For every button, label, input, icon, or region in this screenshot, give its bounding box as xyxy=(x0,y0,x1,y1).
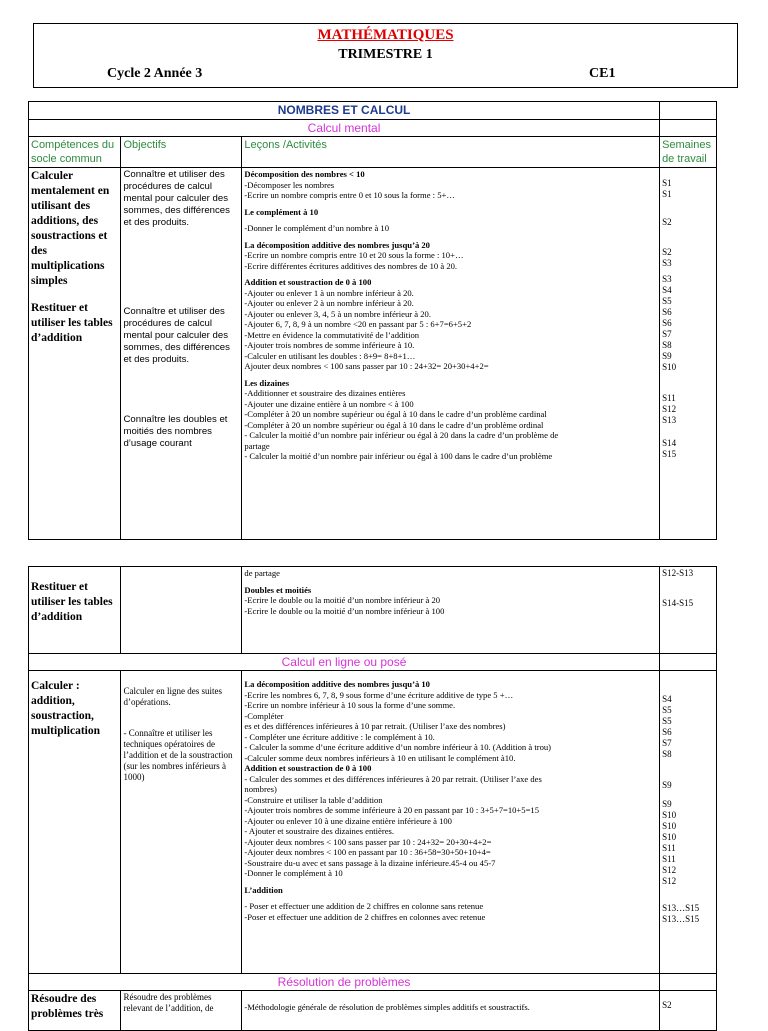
week-label: S6 xyxy=(662,727,672,737)
week-label: S2 xyxy=(662,247,672,257)
lesson-line: -Ajouter trois nombres de somme inférieure à 10. xyxy=(244,340,415,350)
week-label: S13…S15 xyxy=(662,914,700,924)
week-label: S5 xyxy=(662,716,672,726)
week-label: S11 xyxy=(662,854,676,864)
week-label: S12 xyxy=(662,876,677,886)
lesson-line: -Calculer somme deux nombres inférieurs à 10 en utilisant le complément à10. xyxy=(244,752,516,763)
objectif-item: Calculer en ligne des suites d’opérations. xyxy=(123,686,222,707)
lesson-line: -Donner le complément d’un nombre à 10 xyxy=(244,223,390,233)
lesson-line: -Méthodologie générale de résolution de problèmes simples additifs et soustractifs. xyxy=(244,1002,530,1012)
lesson-title: Addition et soustraction de 0 à 100 xyxy=(244,763,372,773)
term-title: TRIMESTRE 1 xyxy=(338,47,433,62)
competence-item: Restituer et utiliser les tables d’addition xyxy=(31,581,113,623)
competence-item: Restituer et utiliser les tables d’addition xyxy=(31,302,113,344)
objectif-item: - Connaître et utiliser les techniques opératoires de l’addition et de la soustraction (sur les nombres inférieurs à 1000) xyxy=(123,728,233,782)
lesson-line: - Poser et effectuer une addition de 2 chiffres en colonne sans retenue xyxy=(244,901,484,911)
competence-cell xyxy=(29,671,121,974)
lesson-line: de partage xyxy=(244,568,280,578)
week-label: S9 xyxy=(662,780,672,790)
week-label: S12 xyxy=(662,865,677,875)
lesson-line: nombres) xyxy=(244,784,277,794)
lesson-title: Doubles et moitiés xyxy=(244,584,312,595)
week-label: S9 xyxy=(662,799,672,809)
weeks-cell xyxy=(660,567,717,654)
week-label: S2 xyxy=(662,1000,672,1010)
week-label: S14 xyxy=(662,438,677,448)
section-title: NOMBRES ET CALCUL xyxy=(29,102,660,120)
lesson-line: -Soustraire du-u avec et sans passage à la dizaine inférieure.45-4 ou 45-7 xyxy=(244,857,496,868)
lesson-line: - Calculer la moitié d’un nombre pair inférieur ou égal à 20 dans la cadre d’un problème de xyxy=(244,430,559,440)
competences-cell xyxy=(29,168,121,540)
week-label: S10 xyxy=(662,362,677,372)
objectif-item: Connaître les doubles et moitiés des nombres d’usage courant xyxy=(123,414,228,449)
lesson-line: -Ajouter ou enlever 1 à un nombre inférieur à 20. xyxy=(244,287,414,298)
programme-table-2 xyxy=(28,566,717,1031)
competence-cell xyxy=(29,567,121,654)
week-label: S12-S13 xyxy=(662,568,694,578)
week-label: S3 xyxy=(662,258,672,268)
lesson-line: -Ajouter ou enlever 3, 4, 5 à un nombre inférieur à 20. xyxy=(244,308,432,319)
week-label: S5 xyxy=(662,705,672,715)
lesson-line: -Additionner et soustraire des dizaines entières xyxy=(244,388,406,398)
lesson-line: -Ecrire le double ou la moitié d’un nombre inférieur à 100 xyxy=(244,605,445,616)
lesson-line: -Compléter xyxy=(244,710,284,721)
programme-table-1 xyxy=(28,101,717,540)
lesson-line: -Ajouter deux nombres < 100 en passant par 10 : 36+58=30+50+10+4= xyxy=(244,847,491,857)
lesson-line: -Ajouter ou enlever 2 à un nombre inférieur à 20. xyxy=(244,298,414,308)
week-label: S10 xyxy=(662,810,677,820)
week-label: S10 xyxy=(662,832,677,842)
lesson-title: Les dizaines xyxy=(244,377,290,388)
competence-item: Calculer : addition, soustraction, multiplication xyxy=(31,680,101,737)
competence-item: Calculer mentalement en utilisant des additions, des soustractions et des multiplications simples xyxy=(31,170,110,287)
lesson-line: Ajouter deux nombres < 100 sans passer par 10 : 24+32= 20+30+4+2= xyxy=(244,361,489,371)
lessons-cell xyxy=(242,991,660,1031)
week-label: S2 xyxy=(662,217,672,227)
lesson-line: -Ajouter 6, 7, 8, 9 à un nombre <20 en passant par 5 : 6+7=6+5+2 xyxy=(244,319,472,329)
week-label: S13…S15 xyxy=(662,903,700,913)
lesson-title: Le complément à 10 xyxy=(244,206,319,217)
objectif-item: Résoudre des problèmes relevant de l’addition, de xyxy=(123,992,214,1013)
lesson-line: - Compléter une écriture additive : le complément à 10. xyxy=(244,731,435,742)
week-label: S10 xyxy=(662,821,677,831)
weeks-cell xyxy=(660,168,717,540)
lesson-line: -Ecrire un nombre inférieur à 10 sous la forme d’une somme. xyxy=(244,700,456,710)
lesson-line: - Ajouter et soustraire des dizaines entières. xyxy=(244,826,395,836)
week-label: S15 xyxy=(662,449,677,459)
week-label: S8 xyxy=(662,749,672,759)
lessons-cell xyxy=(242,567,660,654)
week-label: S12 xyxy=(662,404,677,414)
week-label: S6 xyxy=(662,307,672,317)
lesson-line: es et des différences inférieures à 10 par retrait. (Utiliser l’axe des nombres) xyxy=(244,721,506,731)
week-label: S11 xyxy=(662,843,676,853)
week-label: S3 xyxy=(662,274,672,284)
objectif-item: Connaître et utiliser des procédures de calcul mental pour calculer des sommes, des différences et des produits. xyxy=(123,306,230,365)
objectif-item: Connaître et utiliser des procédures de calcul mental pour calculer des sommes, des différences et des produits. xyxy=(123,169,230,228)
week-label: S4 xyxy=(662,694,672,704)
weeks-cell xyxy=(660,991,717,1031)
subject-title: MATHÉMATIQUES xyxy=(317,27,454,43)
week-label: S7 xyxy=(662,738,672,748)
col-header-semaines: Semaines de travail xyxy=(660,137,717,168)
lesson-line: -Ecrire le double ou la moitié d’un nombre inférieur à 20 xyxy=(244,595,441,605)
lessons-cell xyxy=(242,168,660,540)
lesson-line: -Ajouter une dizaine entière à un nombre < à 100 xyxy=(244,398,414,409)
week-label: S14-S15 xyxy=(662,598,694,608)
lesson-line: partage xyxy=(244,440,270,451)
lesson-line: - Calculer des sommes et des différences inférieures à 20 par retrait. (Utiliser l’axe des xyxy=(244,773,542,784)
week-label: S1 xyxy=(662,178,672,188)
subsection-resolution-problemes: Résolution de problèmes xyxy=(29,974,660,991)
weeks-cell xyxy=(660,671,717,974)
lesson-line: -Donner le complément à 10 xyxy=(244,868,343,878)
week-label: S6 xyxy=(662,318,672,328)
level-label: CE1 xyxy=(589,66,616,81)
document-header xyxy=(33,23,738,88)
col-header-lecons: Leçons /Activités xyxy=(242,137,660,168)
lesson-line: -Compléter à 20 un nombre supérieur ou égal à 10 dans le cadre d’un problème cardinal xyxy=(244,409,547,419)
competence-item: Résoudre des problèmes très xyxy=(31,993,104,1020)
lesson-line: - Calculer la somme d’une écriture additive d’un nombre inférieur à 10. (Addition à trou) xyxy=(244,742,552,752)
lesson-line: -Construire et utiliser la table d’addition xyxy=(244,794,383,805)
lesson-line: -Ajouter ou enlever 10 à une dizaine entière inférieure à 100 xyxy=(244,815,452,826)
lesson-line: -Ecrire un nombre compris entre 0 et 10 sous la forme : 5+… xyxy=(244,190,455,200)
lesson-title: L’addition xyxy=(244,884,283,895)
col-header-competences: Compétences du socle commun xyxy=(29,137,121,168)
week-label: S7 xyxy=(662,329,672,339)
lesson-line: -Poser et effectuer une addition de 2 chiffres en colonnes avec retenue xyxy=(244,911,486,922)
cycle-label: Cycle 2 Année 3 xyxy=(107,66,203,81)
subsection-calcul-en-ligne: Calcul en ligne ou posé xyxy=(29,654,660,671)
week-label: S9 xyxy=(662,351,672,361)
subsection-calcul-mental: Calcul mental xyxy=(29,120,660,137)
competence-cell xyxy=(29,991,121,1031)
objectifs-cell xyxy=(121,168,242,540)
lesson-line: -Ecrire les nombres 6, 7, 8, 9 sous forme d’une écriture additive de type 5 +… xyxy=(244,689,514,700)
week-label: S8 xyxy=(662,340,672,350)
lesson-line: -Calculer en utilisant les doubles : 8+9= 8+8+1… xyxy=(244,350,416,361)
lesson-title: La décomposition additive des nombres jusqu’à 10 xyxy=(244,679,430,689)
lesson-line: -Ajouter deux nombres < 100 sans passer par 10 : 24+32= 20+30+4+2= xyxy=(244,836,492,847)
lesson-title: Décomposition des nombres < 10 xyxy=(244,169,365,179)
objectifs-cell xyxy=(121,991,242,1031)
lesson-line: -Décomposer les nombres xyxy=(244,179,335,190)
week-label: S4 xyxy=(662,285,672,295)
week-label: S13 xyxy=(662,415,677,425)
col-header-objectifs: Objectifs xyxy=(121,137,242,168)
lessons-cell xyxy=(242,671,660,974)
lesson-line: -Ecrire un nombre compris entre 10 et 20 sous la forme : 10+… xyxy=(244,250,464,260)
week-label: S11 xyxy=(662,393,676,403)
lesson-line: -Ecrire différentes écritures additives des nombres de 10 à 20. xyxy=(244,260,458,271)
week-label: S1 xyxy=(662,189,672,199)
lesson-line: -Mettre en évidence la commutativité de l’addition xyxy=(244,329,420,340)
week-label: S5 xyxy=(662,296,672,306)
objectifs-cell xyxy=(121,671,242,974)
lesson-title: La décomposition additive des nombres jusqu’à 20 xyxy=(244,239,430,250)
lesson-line: - Calculer la moitié d’un nombre pair inférieur ou égal à 100 dans le cadre d’un problème xyxy=(244,451,553,461)
lesson-title: Addition et soustraction de 0 à 100 xyxy=(244,277,372,287)
lesson-line: -Compléter à 20 un nombre supérieur ou égal à 10 dans le cadre d’un problème ordinal xyxy=(244,419,544,430)
lesson-line: -Ajouter trois nombres de somme inférieure à 20 en passant par 10 : 3+5+7=10+5=15 xyxy=(244,805,540,815)
